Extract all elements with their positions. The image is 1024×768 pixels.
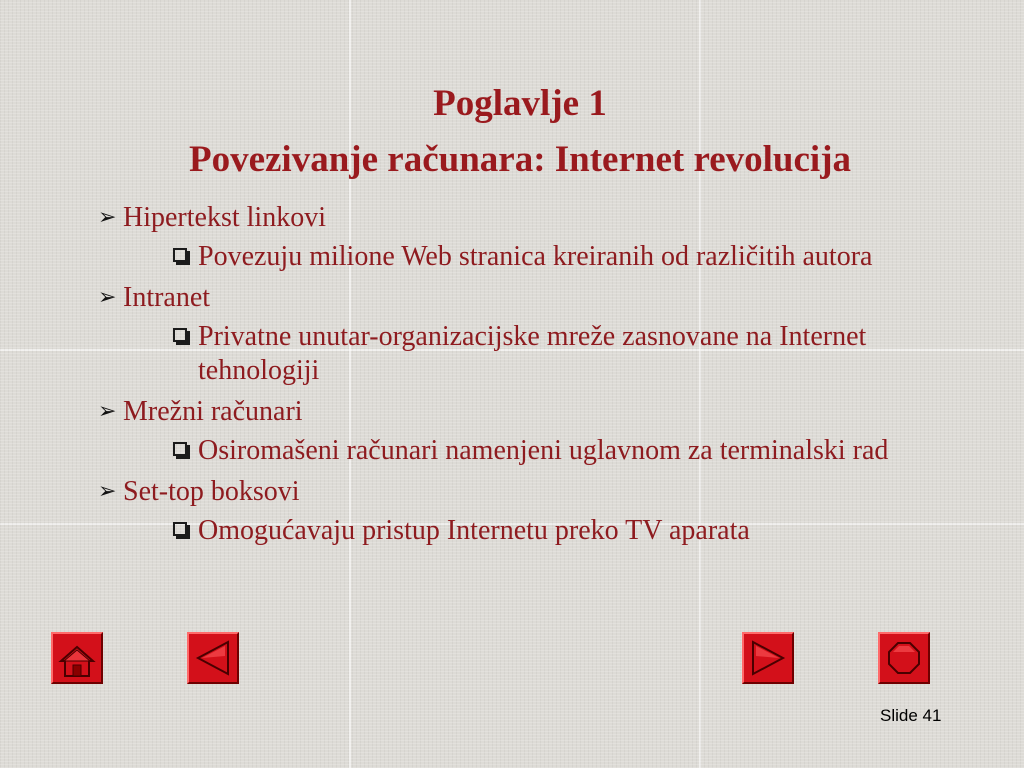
square-bullet-icon: [173, 522, 187, 536]
list-item: [98, 202, 958, 234]
slide-title: [0, 76, 1024, 188]
sub-list-item: [173, 434, 958, 468]
end-show-button[interactable]: [878, 632, 930, 684]
sub-list-item: [173, 320, 958, 388]
bullet-label: Set-top boksovi: [123, 476, 300, 507]
next-slide-button[interactable]: [742, 632, 794, 684]
sub-bullet-text: Povezuju milione Web stranica kreiranih od različitih autora: [198, 241, 873, 272]
slide-number: Slide 41: [880, 706, 942, 725]
next-arrow-icon: [744, 634, 792, 682]
list-item: [98, 282, 958, 314]
arrow-bullet-icon: ➢: [98, 205, 117, 230]
title-line-2: Povezivanje računara: Internet revolucija: [188, 139, 852, 180]
arrow-bullet-icon: ➢: [98, 399, 117, 424]
arrow-bullet-icon: ➢: [98, 285, 117, 310]
sub-bullet-text: Osiromašeni računari namenjeni uglavnom za terminalski rad: [198, 435, 889, 466]
title-line-1: Poglavlje 1: [433, 83, 607, 124]
list-item: [98, 476, 958, 508]
sub-bullet-text: Omogućavaju pristup Internetu preko TV aparata: [198, 515, 750, 546]
stop-octagon-icon: [880, 634, 928, 682]
arrow-bullet-icon: ➢: [98, 479, 117, 504]
square-bullet-icon: [173, 328, 187, 342]
bullet-label: Mrežni računari: [123, 396, 303, 427]
sub-bullet-text: Privatne unutar-organizacijske mreže zasnovane na Internet tehnologiji: [198, 321, 867, 386]
bullet-label: Hipertekst linkovi: [123, 202, 326, 233]
bullet-list: [98, 199, 958, 556]
list-item: [98, 396, 958, 428]
previous-arrow-icon: [189, 634, 237, 682]
previous-slide-button[interactable]: [187, 632, 239, 684]
sub-list-item: [173, 514, 958, 548]
square-bullet-icon: [173, 248, 187, 262]
square-bullet-icon: [173, 442, 187, 456]
bullet-label: Intranet: [123, 282, 211, 313]
home-button[interactable]: [51, 632, 103, 684]
home-icon: [53, 634, 101, 682]
sub-list-item: [173, 240, 958, 274]
